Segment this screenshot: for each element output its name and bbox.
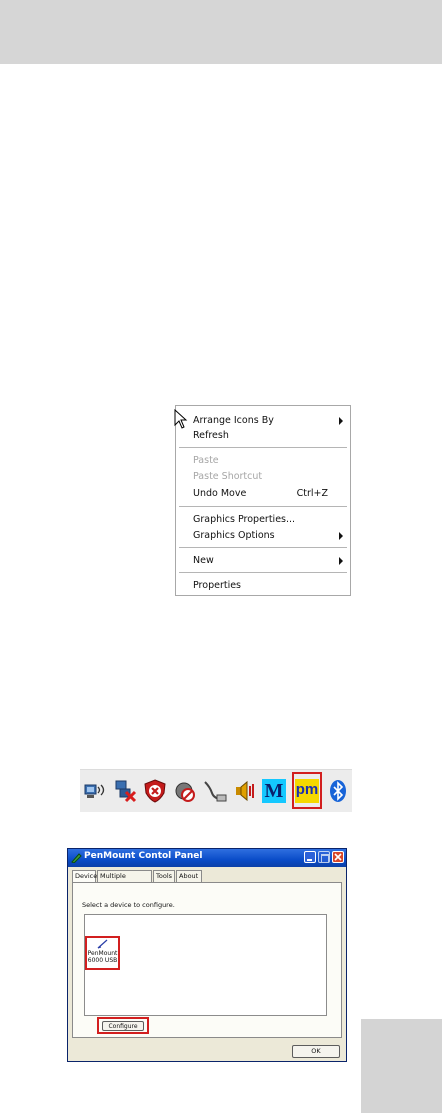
intel-graphics-icon[interactable] <box>262 779 286 803</box>
desktop-context-menu <box>175 405 351 596</box>
device-list[interactable] <box>84 914 327 1016</box>
close-button[interactable] <box>332 851 344 863</box>
security-center-alert-icon[interactable] <box>142 779 168 803</box>
menu-separator <box>179 447 347 448</box>
menu-item-label: Paste Shortcut <box>193 471 263 482</box>
menu-item-paste-shortcut <box>193 470 344 484</box>
tab-label: About <box>179 872 199 880</box>
menu-item-label: Refresh <box>193 430 229 441</box>
penmount-icon[interactable] <box>295 779 319 803</box>
close-icon <box>334 853 342 861</box>
device-name-line1: PenMount <box>87 950 118 957</box>
intel-graphics-label: M <box>264 780 284 802</box>
device-item-penmount-6000-usb[interactable] <box>85 936 120 970</box>
menu-item-label: Undo Move <box>193 488 247 499</box>
penmount-label: pm <box>295 781 319 798</box>
title-bar[interactable] <box>68 849 346 867</box>
ok-button[interactable]: OK <box>292 1045 340 1058</box>
menu-item-graphics-options[interactable] <box>193 529 344 543</box>
menu-item-arrange-icons-by[interactable] <box>193 414 344 428</box>
app-icon <box>71 852 82 863</box>
pen-device-icon <box>97 939 109 949</box>
menu-separator <box>179 506 347 507</box>
maximize-button[interactable] <box>318 851 330 863</box>
menu-item-label: Arrange Icons By <box>193 415 274 426</box>
tab-label: Multiple <box>100 872 126 880</box>
volume-icon[interactable] <box>232 779 258 803</box>
menu-item-label: Paste <box>193 455 219 466</box>
menu-item-label: New <box>193 555 214 566</box>
network-disconnected-icon[interactable] <box>112 779 138 803</box>
usb-device-icon[interactable] <box>202 779 228 803</box>
menu-item-undo-move[interactable] <box>193 487 344 501</box>
penmount-highlight <box>292 772 322 809</box>
menu-item-new[interactable] <box>193 554 344 568</box>
page-corner-tab <box>361 1019 442 1113</box>
tab-about[interactable] <box>176 870 202 882</box>
menu-item-graphics-properties[interactable] <box>193 513 344 527</box>
menu-item-paste <box>193 454 344 468</box>
menu-item-properties[interactable] <box>193 579 344 593</box>
window-title: PenMount Contol Panel <box>84 851 203 861</box>
menu-item-label: Graphics Properties... <box>193 514 296 525</box>
configure-highlight <box>97 1017 149 1034</box>
menu-separator <box>179 547 347 548</box>
no-sign-icon[interactable] <box>172 779 198 803</box>
tab-multiple-monitors[interactable] <box>97 870 152 882</box>
system-tray <box>80 769 352 812</box>
tab-label: Device <box>75 872 98 880</box>
menu-item-shortcut: Ctrl+Z <box>296 488 328 499</box>
submenu-arrow-icon <box>339 557 343 565</box>
page-header-band <box>0 0 442 64</box>
submenu-arrow-icon <box>339 532 343 540</box>
wireless-network-icon[interactable] <box>82 779 108 803</box>
menu-item-label: Properties <box>193 580 242 591</box>
menu-item-refresh[interactable] <box>193 429 344 443</box>
penmount-control-panel-window <box>67 848 347 1062</box>
submenu-arrow-icon <box>339 417 343 425</box>
minimize-icon <box>307 859 312 861</box>
mouse-pointer-icon <box>174 409 188 429</box>
device-name-line2: 6000 USB <box>87 957 118 964</box>
tab-label: Tools <box>156 872 173 880</box>
minimize-button[interactable] <box>304 851 316 863</box>
menu-separator <box>179 572 347 573</box>
tab-tools[interactable] <box>153 870 175 882</box>
menu-item-label: Graphics Options <box>193 530 275 541</box>
bluetooth-icon[interactable] <box>327 779 349 803</box>
maximize-icon <box>321 854 329 863</box>
instruction-text: Select a device to configure. <box>82 901 175 909</box>
configure-button[interactable]: Configure <box>102 1021 144 1031</box>
